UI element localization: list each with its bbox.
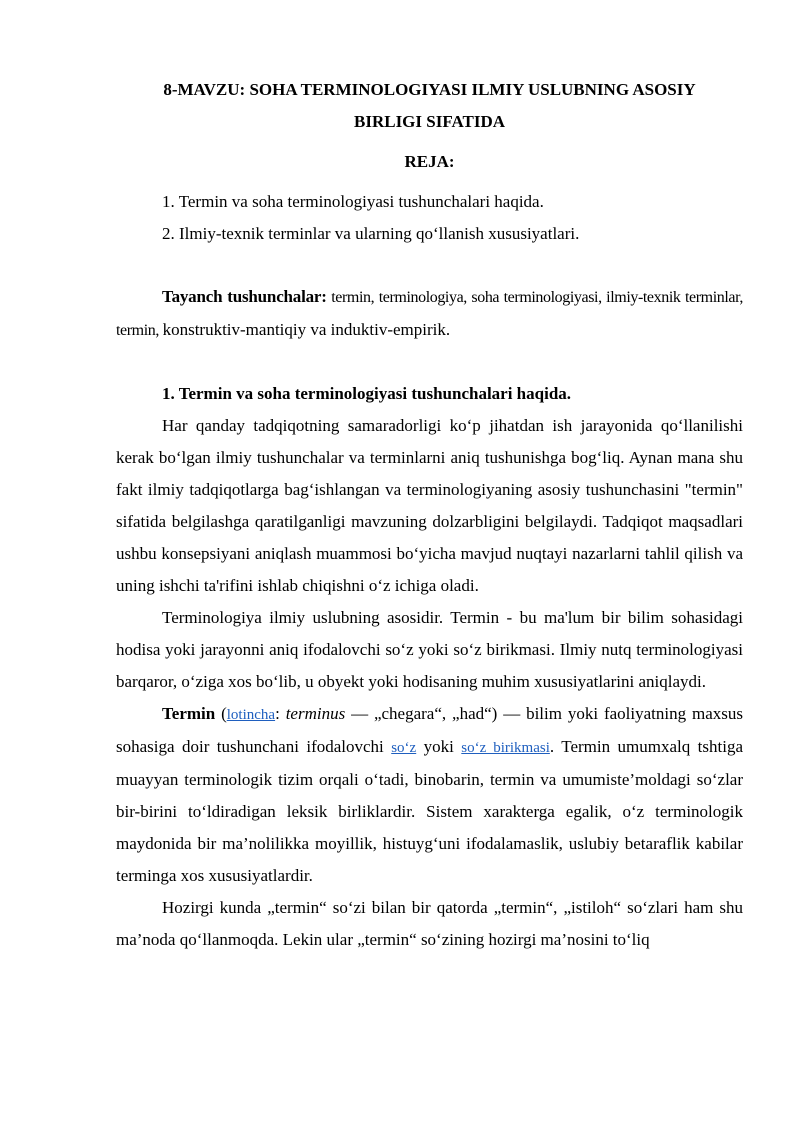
title-line-1: 8-MAVZU: SOHA TERMINOLOGIYASI ILMIY USLUBNING ASOSIY — [163, 80, 696, 99]
plan-heading: REJA: — [404, 152, 455, 171]
paragraph: Hozirgi kunda „termin“ so‘zi bilan bir qatorda „termin“, „istiloh“ so‘zlari ham shu ma’noda qo‘llanmoqda. Lekin ular „termin“ so‘zining hozirgi ma’nosini to‘liq — [116, 898, 743, 949]
section-heading: 1. Termin va soha terminologiyasi tushunchalari haqida. — [162, 384, 572, 403]
link-lotincha[interactable]: lotincha — [226, 707, 276, 723]
link-soz[interactable]: so‘z — [391, 740, 417, 756]
text-fragment: : — [275, 704, 286, 723]
link-soz-birikmasi[interactable]: so‘z birikmasi — [461, 740, 550, 756]
document-title — [116, 74, 743, 138]
paragraph-termin — [116, 698, 743, 892]
key-concepts-text-2: konstruktiv-mantiqiy va induktiv-empirik. — [162, 320, 451, 339]
plan-list — [116, 186, 743, 250]
paragraph: Terminologiya ilmiy uslubning asosidir. Termin - bu ma'lum bir bilim sohasidagi hodisa yoki jarayonni aniq ifodalovchi so‘z yoki so‘z birikmasi. Ilmiy nutq terminologiyasi barqaror, o‘ziga xos bo‘lib, u obyekt yoki hodisaning muhim xususiyatlarini aniqlaydi. — [116, 608, 743, 691]
paragraph: Har qanday tadqiqotning samaradorligi ko‘p jihatdan ish jarayonida qo‘llanilishi kerak bo‘lgan ilmiy tushunchalar va terminlarni aniq tushunishga bog‘liq. Aynan mana shu fakt ilmiy tadqiqotlarga bag‘ishlangan va terminologiyaning asosiy tushunchasini "termin" sifatida belgilashga qaratilganligi mavzuning dolzarbligini belgilaydi. Tadqiqot maqsadlari ushbu konsepsiyani aniqlash muammosi bo‘yicha mavjud nuqtayi nazarlarni tahlil qilish va uning ishchi ta'rifini ishlab chiqishni o‘z ichiga oladi. — [116, 416, 743, 595]
text-fragment: yoki — [416, 737, 462, 756]
plan-item: 2. Ilmiy-texnik terminlar va ularning qo‘llanish xususiyatlari. — [162, 224, 580, 243]
title-line-2: BIRLIGI SIFATIDA — [354, 112, 505, 131]
key-concepts-text: termin, terminologiya, soha terminologiyasi, ilmiy-texnik terminlar, termin, — [116, 289, 743, 339]
document-body — [116, 74, 743, 956]
term-word: Termin — [162, 704, 216, 723]
text-fragment: — „chegara“, „had“) — bilim yoki faoliyatning maxsus sohasiga doir tushunchani ifodalovchi — [116, 704, 743, 756]
term-latin: terminus — [285, 704, 346, 723]
key-concepts — [116, 281, 743, 347]
plan-item: 1. Termin va soha terminologiyasi tushunchalari haqida. — [162, 192, 544, 211]
text-fragment: ( — [215, 704, 227, 723]
key-concepts-label: Tayanch tushunchalar: — [162, 287, 327, 306]
text-fragment: . Termin umumxalq tshtiga muayyan terminologik tizim orqali o‘tadi, binobarin, termin va umumiste’moldagi so‘zlar bir-birini to‘ldiradigan leksik birliklardir. Sistem xarakterga egalik, o‘z terminologik maydonida bir ma’nolilikka moyillik, histuyg‘uni ifodalamaslik, uslubiy betaraflik kabilar terminga xos xususiyatlardir. — [116, 737, 743, 885]
